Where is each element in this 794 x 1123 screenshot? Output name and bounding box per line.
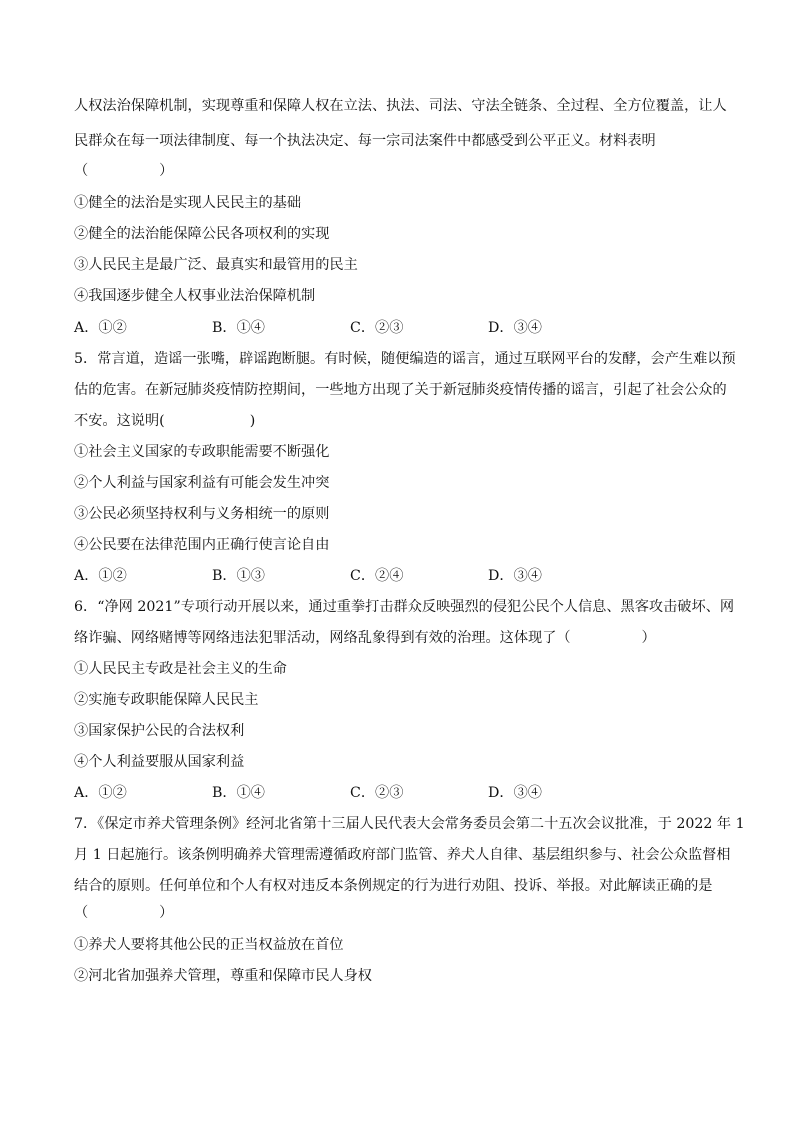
- q4-answer-blank: （ ）: [74, 163, 174, 179]
- q5-choice-d[interactable]: D．③④: [488, 568, 542, 584]
- question-7: [74, 814, 745, 986]
- q5-option-1: ①社会主义国家的专政职能需要不断强化: [74, 444, 330, 460]
- q7-stem-line-2: 月 1 日起施行。该条例明确养犬管理需遵循政府部门监管、养犬人自律、基层组织参与、社会公众监督相: [74, 847, 731, 863]
- question-6: [74, 597, 735, 803]
- q4-stem-line-1: 人权法治保障机制，实现尊重和保障人权在立法、执法、司法、守法全链条、全过程、全方位覆盖，让人: [74, 98, 727, 114]
- q5-choice-b[interactable]: B．①③: [212, 568, 265, 584]
- q6-choice-a[interactable]: A．①②: [74, 785, 127, 801]
- q4-option-4: ④我国逐步健全人权事业法治保障机制: [74, 288, 316, 304]
- q4-option-2: ②健全的法治能保障公民各项权利的实现: [74, 226, 330, 242]
- q6-option-3: ③国家保护公民的合法权利: [74, 723, 245, 739]
- document-page: [74, 96, 745, 986]
- q5-choice-c[interactable]: C．②④: [350, 568, 404, 584]
- question-5: [74, 349, 736, 586]
- q7-stem-line-1: 7．《保定市养犬管理条例》经河北省第十三届人民代表大会常务委员会第二十五次会议批准，于 2022 年 1: [74, 816, 745, 832]
- q6-stem-line-2: 络诈骗、网络赌博等网络违法犯罪活动，网络乱象得到有效的治理。这体现了（ ）: [74, 630, 656, 646]
- q6-choice-c[interactable]: C．②③: [350, 785, 404, 801]
- q4-option-1: ①健全的法治是实现人民民主的基础: [74, 195, 302, 211]
- q5-stem-line-1: 5．常言道，造谣一张嘴，辟谣跑断腿。有时候，随便编造的谣言，通过互联网平台的发酵，会产生难以预: [74, 351, 736, 367]
- q6-option-1: ①人民民主专政是社会主义的生命: [74, 661, 287, 677]
- q5-choices: [74, 566, 722, 586]
- q5-stem-line-2: 估的危害。在新冠肺炎疫情防控期间，一些地方出现了关于新冠肺炎疫情传播的谣言，引起了社会公众的: [74, 382, 727, 398]
- q4-choices: [74, 318, 722, 338]
- q5-stem-line-3: 不安。这说明( ): [74, 413, 256, 429]
- q4-choice-c[interactable]: C．②③: [350, 320, 404, 336]
- q4-stem-line-2: 民群众在每一项法律制度、每一个执法决定、每一宗司法案件中都感受到公平正义。材料表明: [74, 133, 656, 149]
- q6-stem-line-1: 6．“净网 2021”专项行动开展以来，通过重拳打击群众反映强烈的侵犯公民个人信息、黑客攻击破坏、网: [74, 599, 735, 615]
- q4-choice-d[interactable]: D．③④: [488, 320, 542, 336]
- question-4: [74, 96, 727, 338]
- q4-choice-b[interactable]: B．①④: [212, 320, 265, 336]
- q6-choice-d[interactable]: D．③④: [488, 785, 542, 801]
- q5-option-2: ②个人利益与国家利益有可能会发生冲突: [74, 475, 330, 491]
- q5-option-4: ④公民要在法律范围内正确行使言论自由: [74, 537, 330, 553]
- q5-choice-a[interactable]: A．①②: [74, 568, 127, 584]
- q6-choices: [74, 783, 722, 803]
- q6-option-4: ④个人利益要服从国家利益: [74, 754, 245, 770]
- q4-option-3: ③人民民主是最广泛、最真实和最管用的民主: [74, 257, 358, 273]
- q7-option-2: ②河北省加强养犬管理，尊重和保障市民人身权: [74, 968, 372, 984]
- q7-option-1: ①养犬人要将其他公民的正当权益放在首位: [74, 937, 344, 953]
- q6-choice-b[interactable]: B．①④: [212, 785, 265, 801]
- q6-option-2: ②实施专政职能保障人民民主: [74, 692, 259, 708]
- q5-option-3: ③公民必须坚持权利与义务相统一的原则: [74, 506, 330, 522]
- q7-answer-blank: （ ）: [74, 905, 174, 921]
- q7-stem-line-3: 结合的原则。任何单位和个人有权对违反本条例规定的行为进行劝阻、投诉、举报。对此解读正确的是: [74, 878, 713, 894]
- q4-choice-a[interactable]: A．①②: [74, 320, 127, 336]
